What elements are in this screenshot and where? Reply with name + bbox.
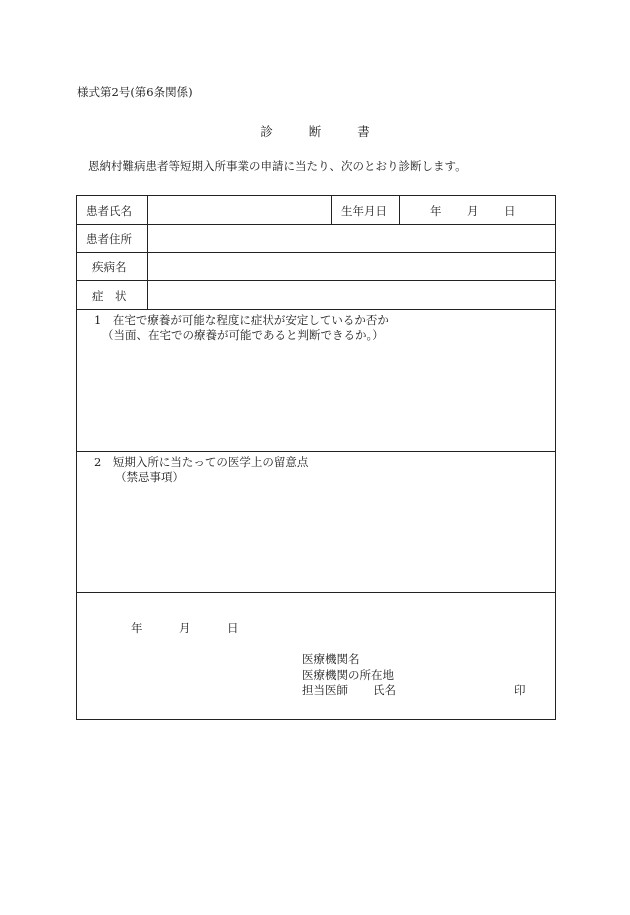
row-divider xyxy=(77,451,555,452)
patient-address-label: 患者住所 xyxy=(86,232,132,246)
disease-name-label: 疾病名 xyxy=(92,260,127,274)
title-char: 断 xyxy=(308,124,322,139)
birthdate-year: 年 xyxy=(430,204,442,218)
section2-heading: 2 短期入所に当たっての医学上の留意点 xyxy=(94,455,309,469)
symptoms-label: 症 状 xyxy=(92,289,127,303)
section1-heading: 1 在宅で療養が可能な程度に症状が安定しているか否か xyxy=(94,313,389,327)
row-divider xyxy=(77,592,555,593)
intro-text: 恩納村難病患者等短期入所事業の申請に当たり、次のとおり診断します。 xyxy=(88,159,467,173)
birthdate-label: 生年月日 xyxy=(341,204,387,218)
column-divider xyxy=(331,196,332,224)
signature-day: 日 xyxy=(227,621,239,635)
row-divider xyxy=(77,224,555,225)
row-divider xyxy=(77,309,555,310)
birthdate-day: 日 xyxy=(504,204,516,218)
row-divider xyxy=(77,252,555,253)
form-number: 様式第2号(第6条関係) xyxy=(77,85,193,99)
signature-year: 年 xyxy=(131,621,143,635)
birthdate-month: 月 xyxy=(467,204,479,218)
document-title xyxy=(0,122,630,140)
title-char: 診 xyxy=(260,124,273,139)
doctor-label: 担当医師 xyxy=(302,683,348,697)
column-divider xyxy=(399,196,400,224)
seal-mark: 印 xyxy=(514,683,526,697)
row-divider xyxy=(77,280,555,281)
signature-month: 月 xyxy=(179,621,191,635)
patient-name-label: 患者氏名 xyxy=(86,204,132,218)
column-divider xyxy=(147,196,148,309)
institution-name-label: 医療機関名 xyxy=(302,652,360,666)
diagnosis-form-table xyxy=(76,195,556,720)
doctor-name-label: 氏名 xyxy=(373,683,396,697)
section2-note: （禁忌事項） xyxy=(115,470,184,484)
title-char: 書 xyxy=(357,124,370,139)
section1-note: （当面、在宅での療養が可能であると判断できるか。） xyxy=(102,328,384,342)
institution-address-label: 医療機関の所在地 xyxy=(302,668,394,682)
